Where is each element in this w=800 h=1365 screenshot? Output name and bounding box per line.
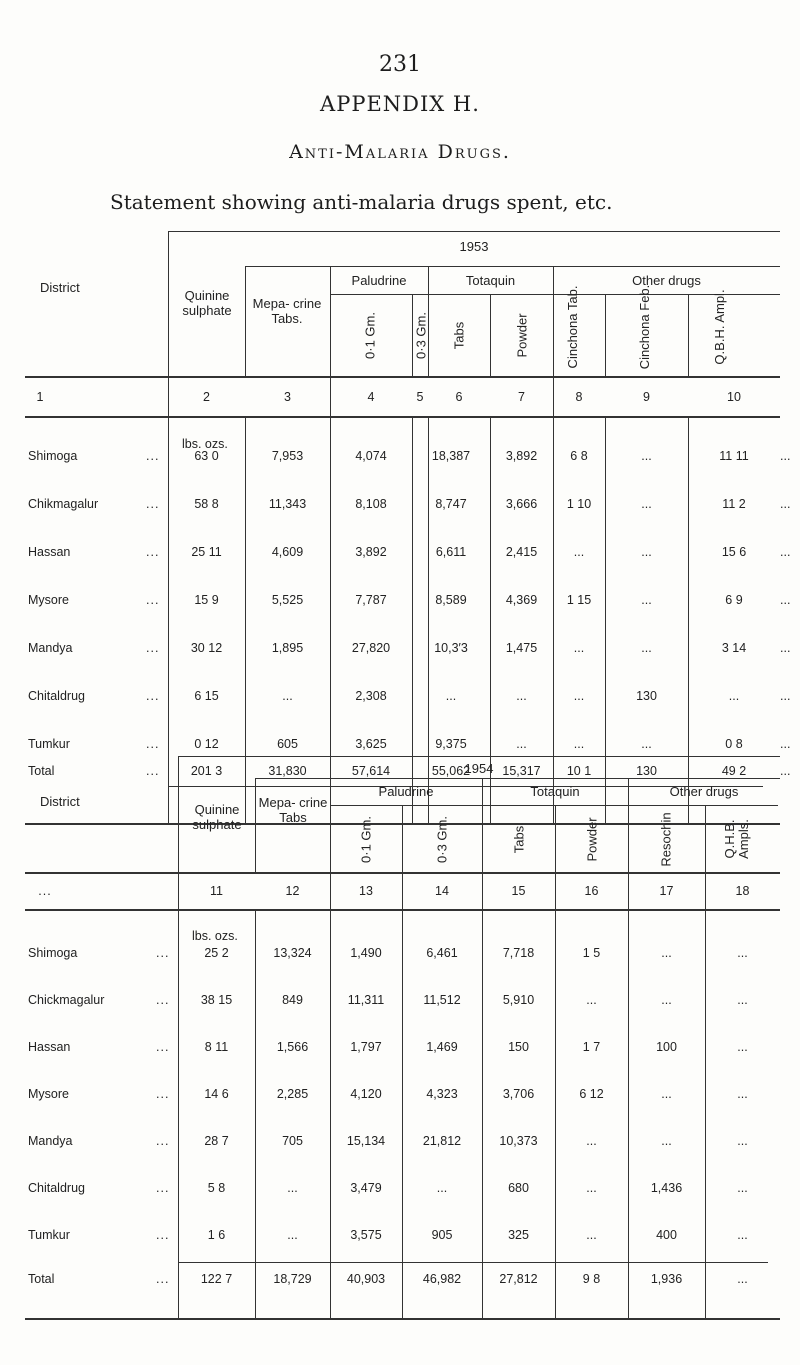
table-cell: ... [282,689,293,703]
district-name: Tumkur [28,1228,70,1242]
table-cell: 2,285 [276,1087,309,1101]
table-cell: 46,982 [422,1272,462,1286]
table-cell: 130 [636,764,657,778]
table-cell: 8 11 [204,1040,229,1054]
table-cell: 55,062 [431,764,471,778]
table-cell: ... [737,1228,748,1242]
district-name: Mysore [28,1087,69,1101]
table-cell: 11,311 [347,993,385,1007]
leader-dots: ... [146,545,160,559]
district-name: Total [28,1272,55,1286]
district-name: Hassan [28,545,71,559]
table-cell: 31,830 [268,764,307,778]
table-cell: ... [737,1087,748,1101]
leader-dots: ... [156,946,170,960]
table-cell: 1,936 [650,1272,683,1286]
table-cell: 3 14 [721,641,747,655]
sub-header-tabs: Tabs [511,825,527,854]
table-cell: ... [516,689,527,703]
table-cell: 7,953 [271,449,304,463]
table-cell: 57,614 [351,764,391,778]
table-cell: ... [586,993,597,1007]
table-cell: 58 8 [194,497,219,511]
table-cell: 1 10 [566,497,592,511]
table-cell: 4,369 [505,593,538,607]
table-cell: 400 [656,1228,677,1242]
year-1953: 1953 [459,239,489,254]
page-number: 231 [379,52,421,77]
colnum: 4 [367,390,375,404]
table-cell: 3,892 [355,545,387,559]
table-cell: 40,903 [346,1272,386,1286]
sub-header-0-3gm: 0·3 Gm. [413,312,429,359]
table-cell: 8,747 [435,497,467,511]
district-name: Mandya [28,1134,73,1148]
table-cell: 849 [282,993,303,1007]
table-cell: 8,108 [355,497,387,511]
table-cell: ... [573,641,585,655]
table-cell: 1,436 [650,1181,683,1195]
district-name: Mysore [28,593,69,607]
leader-dots: ... [146,737,160,751]
sub-header-0-1gm: 0·1 Gm. [362,312,378,359]
table-cell: ... [287,1181,298,1195]
colnum: 9 [643,390,650,404]
table-cell: 15,134 [346,1134,386,1148]
colnum: ... [38,884,52,898]
table-cell: 3,479 [350,1181,382,1195]
table-cell: ... [436,1181,448,1195]
table-cell: 25 11 [191,545,222,559]
table-cell: 5 8 [207,1181,226,1195]
table-cell: ... [641,449,652,463]
table-cell: 3,575 [350,1228,382,1242]
appendix-heading: APPENDIX H. [320,92,480,116]
table-cell: ... [641,641,652,655]
table-cell: 1,475 [505,641,538,655]
table-cell: 11 2 [722,497,746,511]
table-cell: 4,120 [350,1087,382,1101]
table-cell: 6 12 [579,1087,604,1101]
table-cell: 1,469 [426,1040,458,1054]
sub-header-0-1gm: 0·1 Gm. [358,816,374,863]
table-cell: 3,666 [505,497,538,511]
table-cell: 8,589 [435,593,467,607]
table-cell: 3,892 [505,449,538,463]
table-cell: 38 15 [200,993,233,1007]
mepacrine-header: Mepa- crine Tabs [258,795,328,825]
quinine-header: Quinine sulphate [182,288,232,318]
district-name: Chitaldrug [28,689,85,703]
section-subtitle: Anti-Malaria Drugs. [289,141,511,163]
quinine-header: Quinine sulphate [192,802,242,832]
year-1954: 1954 [464,761,494,776]
table-cell: 21,812 [422,1134,462,1148]
colnum: 7 [518,390,525,404]
table-cell: 10,3′3 [434,641,468,655]
district-name: Mandya [28,641,73,655]
table-cell: ... [287,1228,298,1242]
table-cell: 705 [282,1134,303,1148]
district-name: Chikmagalur [28,497,99,511]
table-cell: ... [737,1272,748,1286]
table-cell: 4,074 [355,449,387,463]
table-1953: 1953 District Quinine sulphate Mepa- crine Tabs. Paludrine Totaquin Other drugs 0·1 Gm. 0·3 Gm. Tabs Powder Cinchona Tab. Cinchona Feb. Q.B.H. Ampl. 1 2 3 4 5 6 7 8 9 10 lbs. ozs. Shimoga ... 63 0 7,953 4,074 18,387 3,892 6 8 ... 11 11 ... Chikmagalur ... 58 8 11,343 8,108 8,747 3,666 1 10 ... 11 2 ... Hassan ... 25 11 4,609 3,892 6,611 2,415 ... ... 15 6 ... Mysore ... 15 9 5,525 7,787 8,589 4,369 1 15 ... 6 9 ... Mandya ... 30 12 1,895 27,820 10,3′3 1,475 ... ... 3 14 ... Chitaldrug ... 6 15 ... 2,308 ... ... ... 130 ... ... Tumkur ... 0 12 605 3,625 9,375 ... ... ... 0 8 ... Total ... 201 3 31,830 57,614 55,062 15,317 10 1 130 49 2 ... [0,0,800,1365]
district-header: District [40,794,80,809]
colnum: 2 [203,390,210,404]
table-cell: 63 0 [194,449,219,463]
sub-header-qhb: Q.H.B. Ampls. [722,819,751,859]
colnum: 14 [435,884,449,898]
table-cell: 201 3 [190,764,223,778]
table-cell: 15 6 [721,545,747,559]
table-cell: 11,343 [268,497,307,511]
table-cell: 1,797 [350,1040,382,1054]
leader-dots: ... [146,593,160,607]
table-cell: ... [516,737,527,751]
leader-dots: ... [146,449,160,463]
table-cell: ... [573,689,585,703]
table-cell: 9,375 [435,737,467,751]
table-cell: 49 2 [721,764,747,778]
table-cell: 3,706 [502,1087,535,1101]
table-cell: 1,895 [271,641,304,655]
table-cell: 1,566 [276,1040,309,1054]
table-cell: 1 5 [582,946,601,960]
paludrine-header: Paludrine [351,273,407,288]
table-cell: 10,373 [499,1134,538,1148]
district-name: Tumkur [28,737,70,751]
table-cell: 10 1 [566,764,592,778]
colnum: 5 [416,390,424,404]
table-cell: 6,611 [435,545,467,559]
table-cell: 30 12 [190,641,223,655]
table-cell: 5,525 [271,593,304,607]
table-cell: 9 8 [582,1272,601,1286]
table-cell: 325 [508,1228,529,1242]
leader-dots: ... [156,1040,170,1054]
other-drugs-header: Other drugs [632,273,701,288]
table-cell: 15 9 [194,593,219,607]
table-cell: 7,787 [355,593,387,607]
colnum: 16 [584,884,599,898]
table-cell: 11,512 [423,993,461,1007]
table-cell: ... [573,737,585,751]
leader-dots: ... [156,1228,170,1242]
sub-header-powder: Powder [514,313,530,358]
table-cell: ... [661,1134,672,1148]
table-cell: ... [641,545,652,559]
district-name: Total [28,764,55,778]
table-cell: 28 7 [204,1134,229,1148]
district-name: Hassan [28,1040,71,1054]
leader-dots: ... [156,993,170,1007]
sub-header-tabs: Tabs [451,321,467,350]
colnum: 8 [575,390,583,404]
leader-dots: ... [156,1272,170,1286]
table-cell: 27,812 [499,1272,538,1286]
units-label: lbs. ozs. [192,929,238,943]
leader-dots: ... [146,764,160,778]
table-cell: 18,729 [273,1272,312,1286]
table-cell: 1 6 [207,1228,226,1242]
table-cell: 7,718 [502,946,535,960]
table-cell: ... [586,1181,597,1195]
table-cell: 18,387 [431,449,471,463]
leader-dots: ... [156,1134,170,1148]
table-cell: ... [737,1040,748,1054]
table-cell: ... [445,689,457,703]
table-cell: 4,323 [426,1087,458,1101]
table-cell: ... [737,1181,748,1195]
table-cell: 680 [508,1181,529,1195]
table-cell: 6 9 [725,593,743,607]
table-cell: 150 [508,1040,529,1054]
table-cell: 0 8 [725,737,743,751]
district-name: Chitaldrug [28,1181,85,1195]
leader-dots: ... [146,497,160,511]
table-cell: 6 15 [194,689,219,703]
district-name: Shimoga [28,449,78,463]
table-cell: ... [641,737,652,751]
colnum: 13 [359,884,373,898]
table-cell: 0 12 [194,737,219,751]
table-cell: 5,910 [502,993,535,1007]
sub-header-cinchona-tab: Cinchona Tab. [565,285,580,369]
colnum: 10 [727,390,741,404]
table-cell: 27,820 [351,641,391,655]
table-cell: ... [586,1134,597,1148]
table-cell: 3,625 [355,737,387,751]
table-cell: ... [737,993,748,1007]
table-cell: 130 [636,689,657,703]
colnum: 1 [36,390,44,404]
sub-header-resochin: Resochin [658,812,674,867]
totaquin-header: Totaquin [530,784,580,799]
district-header: District [40,280,80,295]
units-label: lbs. ozs. [182,437,228,451]
table-cell: 6,461 [426,946,458,960]
district-name: Shimoga [28,946,78,960]
table-cell: 100 [656,1040,677,1054]
other-drugs-header: Other drugs [669,784,739,799]
totaquin-header: Totaquin [465,273,516,288]
table-cell: 2,308 [355,689,387,703]
sub-header-cinchona-feb: Cinchona Feb. [637,284,652,370]
table-cell: 905 [431,1228,453,1242]
table-cell: ... [728,689,740,703]
table-cell: 2,415 [505,545,538,559]
statement-title: Statement showing anti-malaria drugs spent, etc. [110,190,613,214]
table-cell: ... [641,497,652,511]
colnum: 18 [735,884,750,898]
sub-header-qbh: Q.B.H. Ampl. [712,289,727,365]
leader-dots: ... [156,1181,170,1195]
colnum: 11 [210,884,223,898]
table-cell: 122 7 [200,1272,233,1286]
district-name: Chickmagalur [28,993,105,1007]
table-cell: ... [661,946,672,960]
table-cell: 1,490 [350,946,382,960]
colnum: 12 [285,884,300,898]
sub-header-0-3gm: 0·3 Gm. [434,816,450,863]
leader-dots: ... [146,641,160,655]
table-cell: 6 8 [570,449,588,463]
colnum: 3 [284,390,291,404]
colnum: 17 [659,884,674,898]
sub-header-powder: Powder [584,817,600,862]
colnum: 15 [511,884,526,898]
table-cell: 4,609 [271,545,304,559]
table-cell: 25 2 [204,946,229,960]
table-cell: 11 11 [719,449,749,463]
table-cell: 1 7 [582,1040,601,1054]
leader-dots: ... [156,1087,170,1101]
table-cell: ... [586,1228,597,1242]
table-cell: 1 15 [566,593,592,607]
table-cell: ... [737,1134,748,1148]
mepacrine-header: Mepa- crine Tabs. [252,296,322,326]
table-cell: 13,324 [273,946,312,960]
colnum: 6 [455,390,463,404]
table-cell: ... [641,593,652,607]
table-cell: ... [573,545,585,559]
table-cell: ... [661,1087,672,1101]
paludrine-header: Paludrine [378,784,434,799]
leader-dots: ... [146,689,160,703]
table-cell: ... [661,993,672,1007]
table-cell: 14 6 [204,1087,229,1101]
table-cell: ... [737,946,748,960]
table-cell: 605 [277,737,298,751]
table-cell: 15,317 [502,764,541,778]
